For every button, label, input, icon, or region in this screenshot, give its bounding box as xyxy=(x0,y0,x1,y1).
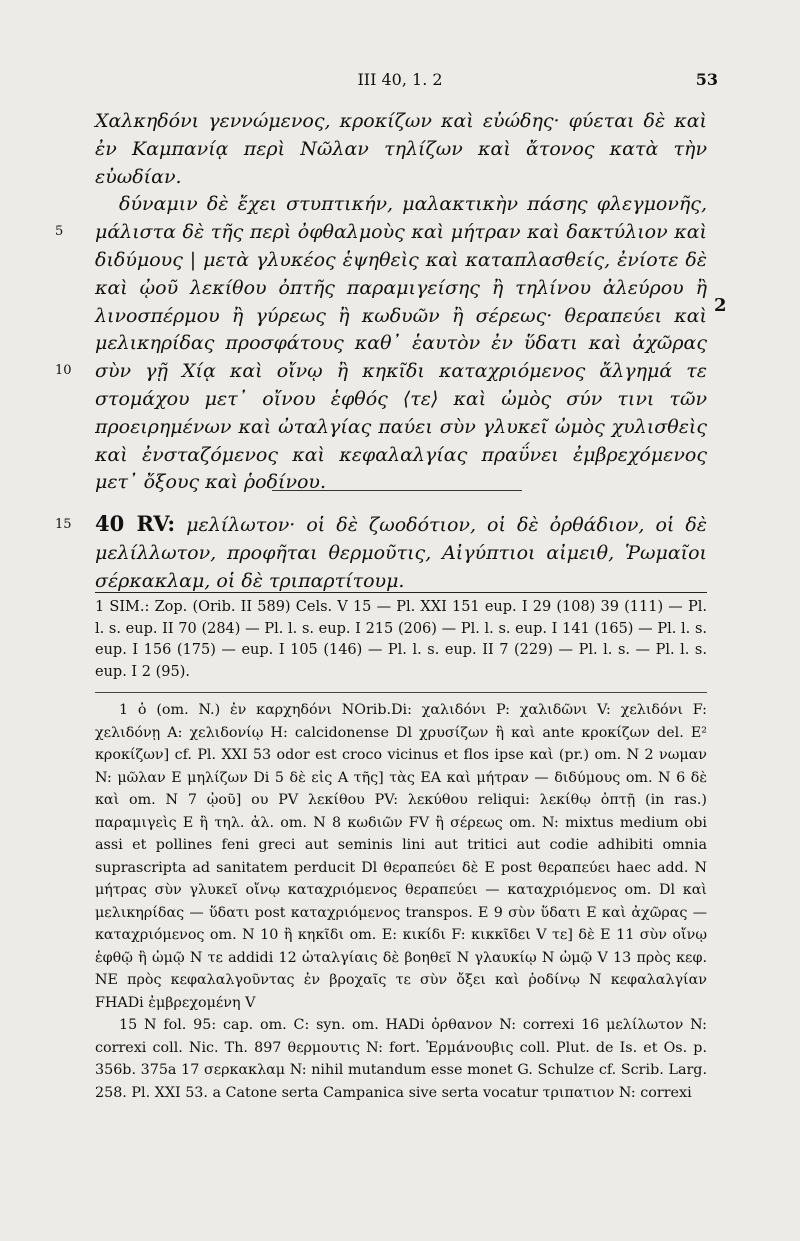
line-number-15: 15 xyxy=(55,517,72,532)
testimonia-rule xyxy=(95,592,707,593)
apparatus-paragraph-2: 15 N fol. 95: cap. om. C: syn. om. HADi ὀρθανον N: correxi 16 μελίλωτον N: correxi coll. Nic. Th. 897 θερμουτις N: fort. Ἑρμάνουβις coll. Plut. de Is. et Os. p. 356b. 375a 17 σερκακλαμ N: nihil mutandum esse monet G. Schulze cf. Scrib. Larg. 258. Pl. XXI 53. a Catone serta Campanica sive serta vocatur τριπατιον N: correxi xyxy=(95,1017,707,1101)
apparatus-paragraph-1: 1 ὁ (om. N.) ἐν καρχηδόνι NOrib.Di: χαλιδόνι P: χαλιδῶνι V: χελιδόνι F: χελιδόνῃ A: χελιδονίῳ H: calcidonense Dl χρυσίζων ἢ καὶ ante κροκίζων del. E² κροκίζων] cf. Pl. XXI 53 odor est croco vicinus et flos ipse καὶ (pr.) om. N 2 νωμαν N: μῶλαν E μηλίζων Di 5 δὲ εἰς A τῆς] τὰς EA καὶ μήτραν — διδύμους om. N 6 δὲ καὶ om. N 7 ᾠοῦ] ου PV λεκίθου PV: λεκύθου reliqui: λεκίθῳ ὀπτῇ (in ras.) παραμιγεὶς E ἢ τηλ. ἀλ. om. N 8 κωδιῶν FV ἢ σέρεως om. N: mixtus medium obi assi et pollines feni greci aut seminis lini aut tritici aut codie adhibiti omnia suprascripta ad sanitatem perducit Dl θεραπεύει δὲ E post θεραπεύει haec add. N μήτρας σὺν γλυκεῖ οἴνῳ καταχριόμενος θεραπεύει — καταχριόμενος om. Dl καὶ μελικηρίδας — ὕδατι post καταχριόμενος transpos. E 9 σὺν ὕδατι E καὶ ἀχῶρας — καταχριόμενος om. N 10 ἢ κηκῖδι om. E: κικίδι F: κικκῖδει V τε] δὲ E 11 σὺν οἴνῳ ἑφθῷ ἢ ὠμῷ N τε addidi 12 ὠταλγίαις δὲ βοηθεῖ N γλαυκίῳ N ὠμῷ V 13 πρὸς κεφ. NE πρὸς κεφαλαλγοῦντας ἐν βροχαῖς τε σὺν ὄξει καὶ ῥοδίνῳ N κεφαλαλγίαν FHADi ἐμβρεχομένη V xyxy=(95,702,707,1011)
testimonia-text: 1 SIM.: Zop. (Orib. II 589) Cels. V 15 — Pl. XXI 151 eup. I 29 (108) 39 (111) — Pl. l. s. eup. II 70 (284) — Pl. l. s. eup. I 215 (206) — Pl. l. s. eup. I 141 (165) — Pl. l. s. eup. I 156 (175) — eup. I 105 (146) — Pl. l. s. eup. II 7 (229) — Pl. l. s. — Pl. l. s. eup. I 2 (95). xyxy=(95,599,707,680)
main-paragraph-2: δύναμιν δὲ ἔχει στυπτικήν, μαλακτικὴν πάσης φλεγμονῆς, μάλιστα δὲ τῆς περὶ ὀφθαλμοὺς καὶ μήτραν καὶ δακτύλιον καὶ διδύμους | μετὰ γλυκέος ἑψηθεὶς καὶ καταπλασθείς, ἐνίοτε δὲ καὶ ᾠοῦ λεκίθου ὀπτῆς παραμιγείσης ἢ τηλίνου ἀλεύρου ἢ λινοσπέρμου ἢ γύρεως ἢ κωδυῶν ἢ σέρεως· θεραπεύει καὶ μελικηρίδας προσφάτους καθ᾽ ἑαυτὸν ἐν ὕδατι καὶ ἀχῶρας σὺν γῇ Χίᾳ καὶ οἴνῳ ἢ κηκῖδι καταχριόμενος ἄλγημά τε στομάχου μετ᾽ οἴνου ἑφθός ⟨τε⟩ καὶ ὠμὸς σύν τινι τῶν προειρημένων καὶ ὠταλγίας παύει σὺν γλυκεῖ ὠμὸς χυλισθεὶς καὶ ἐνσταζόμενος καὶ κεφαλαλγίας πραΰνει ἐμβρεχόμενος μετ᾽ ὄξους καὶ ῥοδίνου. xyxy=(95,193,707,494)
testimonia-block xyxy=(95,597,707,683)
page-number: 53 xyxy=(695,70,718,89)
apparatus-rule xyxy=(95,692,707,693)
chapter-synonyms: μελίλωτον· οἱ δὲ ζωοδότιον, οἱ δὲ ὀρθάδιον, οἱ δὲ μελίλλωτον, προφῆται θερμοῦτις, Αἰγύπτιοι αἰμειθ, Ῥωμαῖοι σέρκακλαμ, οἱ δὲ τριπαρτίτουμ. xyxy=(95,514,707,592)
running-head xyxy=(0,70,800,94)
section-divider xyxy=(272,490,522,491)
marginal-note: 2 xyxy=(714,295,727,316)
critical-apparatus xyxy=(95,699,707,1104)
line-number-5: 5 xyxy=(55,224,64,239)
line-number-10: 10 xyxy=(55,363,72,378)
chapter-entry xyxy=(95,510,707,595)
running-title: III 40, 1. 2 xyxy=(357,70,443,89)
chapter-lemma: 40 RV: xyxy=(95,511,176,536)
main-paragraph-1: Χαλκηδόνι γεννώμενος, κροκίζων καὶ εὐώδης· φύεται δὲ καὶ ἐν Καμπανίᾳ περὶ Νῶλαν τηλίζων καὶ ἄτονος κατὰ τὴν εὐωδίαν. xyxy=(95,110,707,188)
main-text xyxy=(95,108,707,497)
